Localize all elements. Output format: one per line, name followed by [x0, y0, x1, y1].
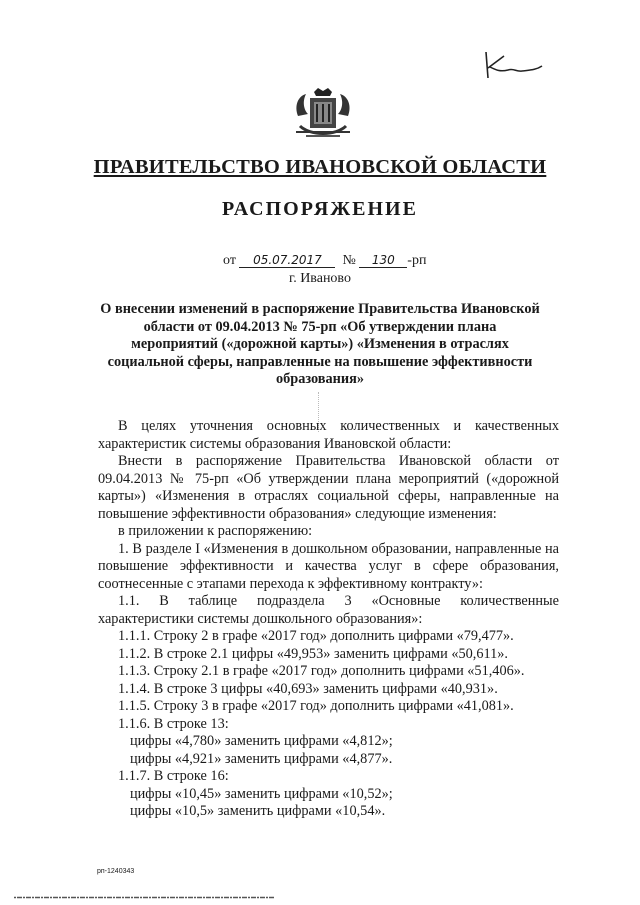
date-number-line [223, 253, 426, 269]
organization-title: ПРАВИТЕЛЬСТВО ИВАНОВСКОЙ ОБЛАСТИ [93, 156, 547, 178]
handwritten-mark-icon [478, 48, 548, 88]
list-item: цифры «10,45» заменить цифрами «10,52»; [130, 785, 393, 802]
paragraph: 1.1. В таблице подраздела 3 «Основные количественные характеристики системы дошкольного образования»: [98, 593, 559, 627]
number-value: 130 [359, 253, 407, 268]
list-item: цифры «4,780» заменить цифрами «4,812»; [130, 733, 393, 749]
paragraph: 1. В разделе I «Изменения в дошкольном образовании, направленные на повышение эффективности и качества услуг в сфере образования, соотнесенные с этапами перехода к эффективному контракту»: [98, 540, 559, 592]
date-value: 05.07.2017 [239, 253, 335, 268]
list-item: 1.1.7. В строке 16: [118, 768, 229, 784]
list-item: 1.1.5. Строку 3 в графе «2017 год» дополнить цифрами «41,081». [118, 698, 514, 714]
number-prefix: № [342, 253, 356, 268]
date-prefix: от [223, 253, 236, 268]
footer-code: рп-1240343 [97, 868, 135, 875]
number-suffix: -рп [407, 253, 427, 268]
scan-edge [14, 896, 274, 899]
paragraph: Внести в распоряжение Правительства Ивановской области от 09.04.2013 № 75-рп «Об утверждении плана мероприятий («дорожной карты») «Изменения в отраслях социальной сферы, направленные на повышение эффективности образования» следующие изменения: [98, 453, 559, 522]
document-type: РАСПОРЯЖЕНИЕ [222, 198, 418, 220]
list-item: 1.1.4. В строке 3 цифры «40,693» заменить цифрами «40,931». [118, 680, 498, 697]
document-heading: О внесении изменений в распоряжение Правительства Ивановской области от 09.04.2013 № 75-рп «Об утверждении плана мероприятий («дорожной карты») «Изменения в отраслях социальной сферы, направленные на повышение эффективности образования» [100, 301, 540, 387]
city: г. Иваново [289, 271, 351, 286]
list-item: 1.1.2. В строке 2.1 цифры «49,953» заменить цифрами «50,611». [118, 645, 508, 662]
paragraph: в приложении к распоряжению: [118, 523, 313, 539]
document-body [98, 418, 559, 821]
list-item: цифры «10,5» заменить цифрами «10,54». [130, 803, 386, 819]
list-item: 1.1.3. Строку 2.1 в графе «2017 год» дополнить цифрами «51,406». [118, 663, 525, 679]
list-item: 1.1.6. В строке 13: [118, 715, 229, 732]
list-item: цифры «4,921» заменить цифрами «4,877». [130, 750, 393, 767]
coat-of-arms-icon [292, 86, 354, 142]
paragraph: В целях уточнения основных количественных и качественных характеристик системы образования Ивановской области: [98, 418, 559, 452]
list-item: 1.1.1. Строку 2 в графе «2017 год» дополнить цифрами «79,477». [118, 628, 514, 644]
